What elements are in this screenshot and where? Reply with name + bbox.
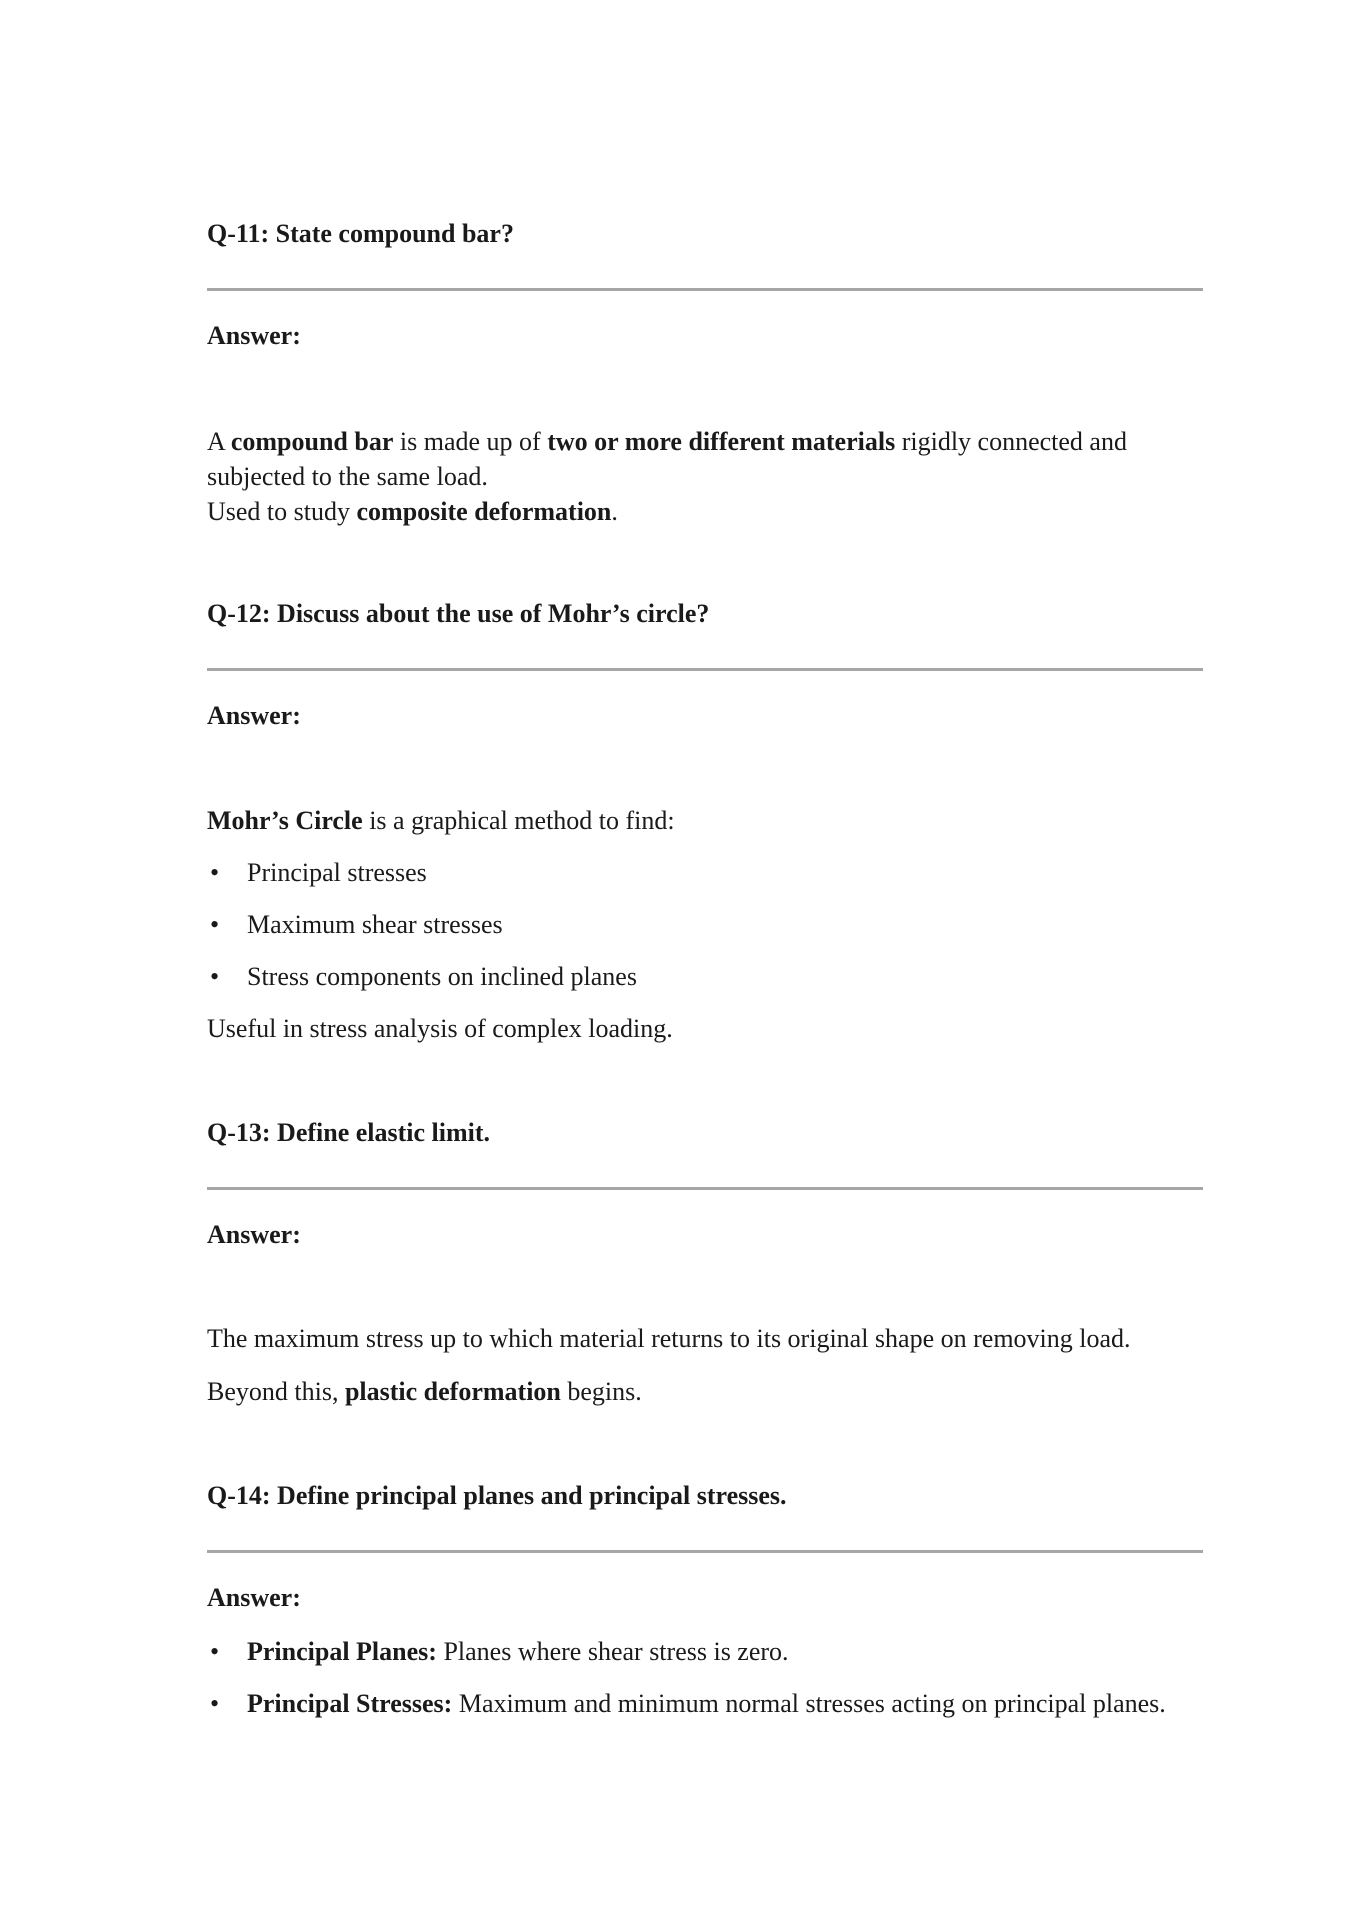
- answer-label-q12: Answer:: [207, 701, 301, 730]
- divider-q12: [207, 668, 1203, 671]
- divider-q11: [207, 288, 1203, 291]
- answer-label-q14: Answer:: [207, 1583, 301, 1612]
- divider-q13: [207, 1187, 1203, 1190]
- q12-intro: Mohr’s Circle is a graphical method to find:: [207, 806, 675, 835]
- question-11-title: Q-11: State compound bar?: [207, 219, 514, 248]
- divider-q14: [207, 1550, 1203, 1553]
- q11-answer-paragraph-1: A compound bar is made up of two or more different materials rigidly connected and subjected to the same load.: [207, 427, 1127, 491]
- answer-label-q13: Answer:: [207, 1220, 301, 1249]
- answer-label-q11: Answer:: [207, 321, 301, 350]
- q13-answer-paragraph-1: The maximum stress up to which material returns to its original shape on removing load.: [207, 1324, 1131, 1353]
- q12-closing: Useful in stress analysis of complex loading.: [207, 1014, 673, 1043]
- q11-answer-paragraph-2: Used to study composite deformation.: [207, 497, 618, 526]
- question-13-title: Q-13: Define elastic limit.: [207, 1118, 491, 1147]
- question-14-title: Q-14: Define principal planes and principal stresses.: [207, 1481, 787, 1510]
- question-12-title: Q-12: Discuss about the use of Mohr’s circle?: [207, 599, 710, 628]
- document-page: Q-11: State compound bar? Answer: A compound bar is made up of two or more different materials rigidly connected and subjected to the same load. Used to study composite deformation. Q-12: Discuss about the use of Mohr’s circle? Answer: Mohr’s Circle is a graphical method to find: • Principal stresses • Maximum shear stresses • Stress components on inclined planes Useful in stress analysis of complex loading. Q-13: Define elastic limit. Answer: The maximum stress up to which material returns to its original shape on removing load. Beyond this, plastic deformation begins. Q-14: Define principal planes and principal stresses. Answer: • Principal Planes: Planes where shear stress is zero. • Principal Stresses: Maximum and minimum normal stresses acting on principal planes.: [0, 0, 1358, 1920]
- q13-answer-paragraph-2: Beyond this, plastic deformation begins.: [207, 1377, 642, 1406]
